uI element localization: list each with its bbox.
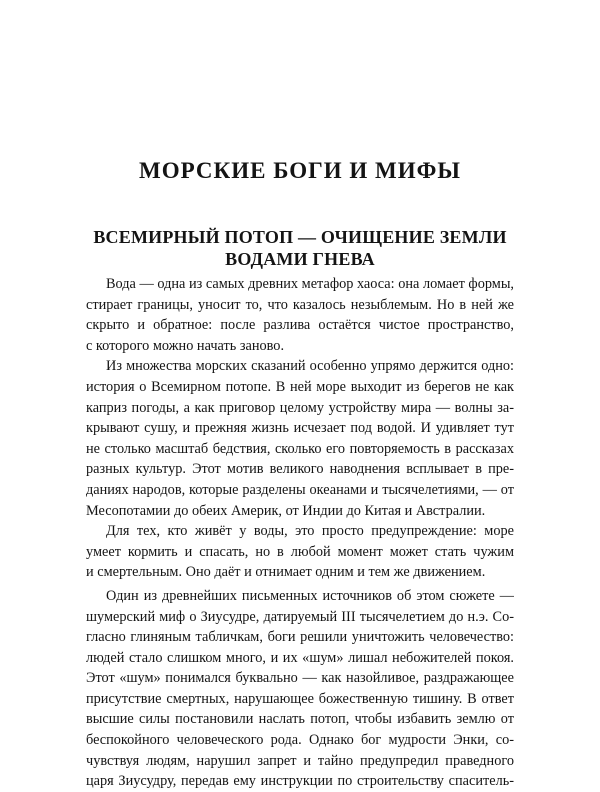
book-page — [86, 0, 514, 790]
section-title-line-1: ВСЕМИРНЫЙ ПОТОП — ОЧИЩЕНИЕ ЗЕМЛИ — [93, 227, 507, 247]
text-line: шумерский миф о Зиусудре, датируемый III тысячелетием до н.э. Со- — [86, 608, 514, 625]
text-line: беспокойного человеческого рода. Однако бог мудрости Энки, со- — [86, 732, 514, 749]
text-line: чувствуя людям, нарушил запрет и тайно предупредил праведного — [86, 752, 514, 769]
text-line: история о Всемирном потопе. В ней море выходит из берегов не как — [86, 378, 514, 395]
text-line: Месопотамии до обеих Америк, от Индии до Китая и Австралии. — [86, 502, 486, 519]
text-line: и смертельным. Оно даёт и отнимает одним и тем же движением. — [86, 564, 486, 581]
text-line: не столько масштаб бедствия, сколько его повторяемость в рассказах — [86, 440, 514, 457]
paragraph — [86, 521, 514, 583]
paragraph — [86, 356, 514, 521]
text-line: стирает границы, уносит то, что казалось незыблемым. Но в ней же — [86, 296, 514, 313]
text-line: крывают сушу, и прежняя жизнь исчезает под водой. И удивляет тут — [86, 420, 514, 437]
chapter-title: МОРСКИЕ БОГИ И МИФЫ — [139, 158, 461, 183]
text-line: скрыто и обратное: после разлива остаётся чистое пространство, — [86, 317, 514, 334]
text-line: даниях народов, которые разделены океанами и тысячелетиями, — от — [86, 481, 514, 498]
text-line: присутствие смертных, нарушающее божественную тишину. В ответ — [86, 690, 514, 707]
section-title — [86, 226, 514, 270]
paragraph — [86, 274, 514, 356]
text-line: высшие силы постановили наслать потоп, чтобы избавить землю от — [86, 711, 514, 728]
text-line: Из множества морских сказаний особенно упрямо держится одно: — [106, 358, 514, 375]
text-line: Для тех, кто живёт у воды, это просто предупреждение: море — [106, 523, 514, 540]
paragraph — [86, 586, 514, 792]
text-line: людей стало слишком много, и их «шум» лишал небожителей покоя. — [86, 649, 514, 666]
body-text — [86, 274, 514, 792]
text-line: умеет кормить и спасать, но в любой момент может стать чужим — [86, 543, 514, 560]
text-line: гласно глиняным табличкам, боги решили уничтожить человечество: — [86, 629, 514, 646]
text-line: с которого можно начать заново. — [86, 337, 285, 354]
text-line: каприз погоды, а как приговор целому устройству мира — волны за- — [86, 399, 514, 416]
text-line: Этот «шум» понимался буквально — как назойливое, раздражающее — [86, 670, 514, 687]
section-title-line-2: ВОДАМИ ГНЕВА — [225, 249, 375, 269]
text-line: Вода — одна из самых древних метафор хаоса: она ломает формы, — [106, 276, 514, 292]
text-line: Один из древнейших письменных источников об этом сюжете — — [106, 587, 514, 604]
text-line: разных культур. Этот мотив великого наводнения всплывает в пре- — [86, 461, 514, 478]
text-line: царя Зиусудру, передав ему инструкции по строительству спаситель- — [86, 773, 514, 790]
